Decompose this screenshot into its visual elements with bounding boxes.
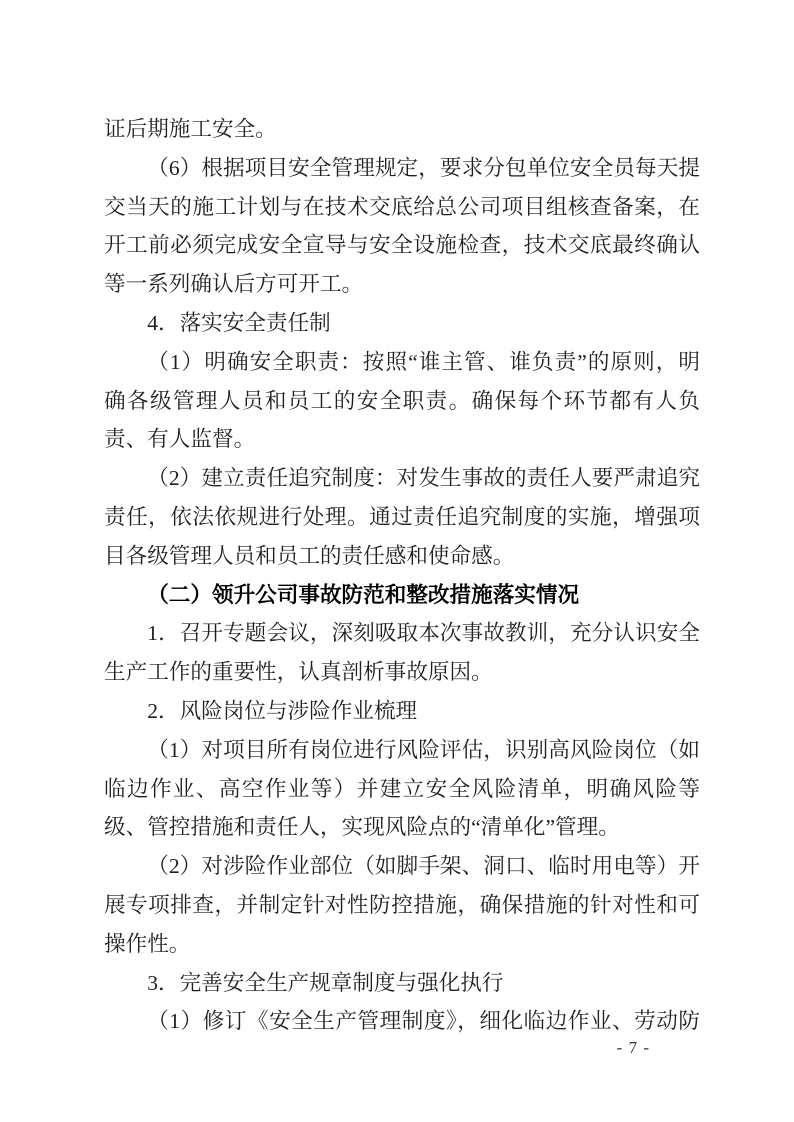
section-heading-2 xyxy=(104,576,700,615)
text-line: 2．风险岗位与涉险作业梳理 xyxy=(147,698,418,723)
text-line: 生产工作的重要性，认真剖析事故原因。 xyxy=(104,660,493,685)
text-line: 开工前必须完成安全宣导与安全设施检查，技术交底最终确认 xyxy=(104,233,700,258)
para-4-1 xyxy=(104,343,700,459)
text-line: 等一系列确认后方可开工。 xyxy=(104,272,364,297)
text-line: 责任，依法依规进行处理。通过责任追究制度的实施，增强项 xyxy=(104,504,700,529)
text-line: 交当天的施工计划与在技术交底给总公司项目组核查备案，在 xyxy=(104,194,700,219)
para-heading-4 xyxy=(104,304,700,343)
text-line: （二）领升公司事故防范和整改措施落实情况 xyxy=(147,582,580,607)
text-line: 操作性。 xyxy=(104,931,191,956)
document-body xyxy=(104,110,700,1041)
text-line: 责、有人监督。 xyxy=(104,427,256,452)
text-line: （2）对涉险作业部位（如脚手架、洞口、临时用电等）开 xyxy=(147,854,700,879)
text-line: 目各级管理人员和员工的责任感和使命感。 xyxy=(104,543,515,568)
text-line: 级、管控措施和责任人，实现风险点的“清单化”管理。 xyxy=(104,815,620,840)
text-line: 4．落实安全责任制 xyxy=(147,310,331,335)
text-line: （2）建立责任追究制度：对发生事故的责任人要严肃追究 xyxy=(147,466,700,491)
text-line: （1）修订《安全生产管理制度》，细化临边作业、劳动防 xyxy=(147,1009,700,1034)
text-line: 证后期施工安全。 xyxy=(104,117,277,141)
text-line: 3．完善安全生产规章制度与强化执行 xyxy=(147,970,504,995)
text-line: （1）明确安全职责：按照“谁主管、谁负责”的原则，明 xyxy=(147,349,700,374)
para-heading-3-rules xyxy=(104,964,700,1003)
text-line: 确各级管理人员和员工的安全职责。确保每个环节都有人负 xyxy=(104,388,700,413)
text-line: 1．召开专题会议，深刻吸取本次事故教训，充分认识安全 xyxy=(147,621,700,646)
para-3-1 xyxy=(104,1002,700,1041)
para-2-2 xyxy=(104,847,700,963)
text-line: （6）根据项目安全管理规定，要求分包单位安全员每天提 xyxy=(147,155,700,180)
text-line: 展专项排查，并制定针对性防控措施，确保措施的针对性和可 xyxy=(104,892,700,917)
para-2-1 xyxy=(104,731,700,847)
para-1-meeting xyxy=(104,614,700,692)
para-carryover xyxy=(104,110,700,149)
text-line: 临边作业、高空作业等）并建立安全风险清单，明确风险等 xyxy=(104,776,700,801)
para-4-2 xyxy=(104,459,700,575)
text-line: （1）对项目所有岗位进行风险评估，识别高风险岗位（如 xyxy=(147,737,700,762)
para-heading-2-risk xyxy=(104,692,700,731)
para-item-6 xyxy=(104,149,700,304)
page-number: - 7 - xyxy=(616,1038,650,1057)
